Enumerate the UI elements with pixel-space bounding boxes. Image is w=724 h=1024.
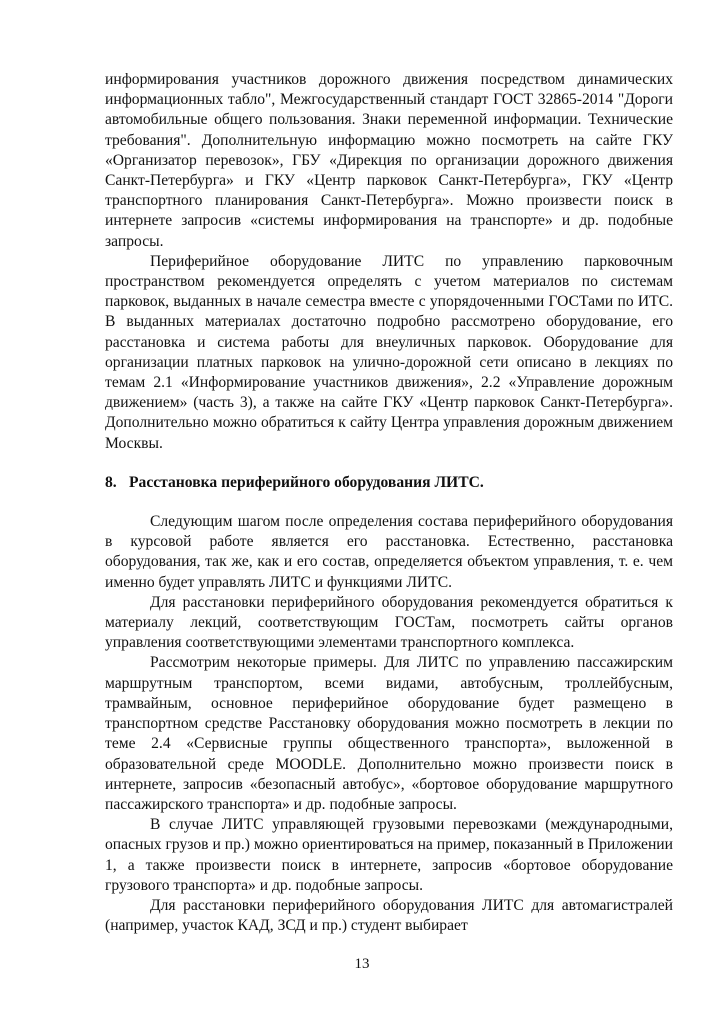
paragraph-next-step: Следующим шагом после определения состава периферийного оборудования в курсовой работе является его расстановка. Естественно, расстановка оборудования, так же, как и его состав, определяется объектом управления, т. е. чем именно будет управлять ЛИТС и функциями ЛИТС.	[105, 513, 673, 591]
paragraph-parking-equipment: Периферийное оборудование ЛИТС по управлению парковочным пространством рекомендуется определять с учетом материалов по системам парковок, выданных в начале семестра вместе с упорядоченными ГОСТами по ИТС. В выданных материалах достаточно подробно рассмотрено оборудование, его расстановка и система работы для внеуличных парковок. Оборудование для организации платных парковок на улично-дорожной сети описано в лекциях по темам 2.1 «Информирование участников движения», 2.2 «Управление дорожным движением» (часть 3), а также на сайте ГКУ «Центр парковок Санкт-Петербурга». Дополнительно можно обратиться к сайту Центра управления дорожным движением Москвы.	[105, 252, 673, 452]
section-title: Расстановка периферийного оборудования ЛИТС.	[129, 473, 484, 491]
paragraph-continuation: информирования участников дорожного движения посредством динамических информационных табло", Межгосударственный стандарт ГОСТ 32865-2014 "Дороги автомобильные общего пользования. Знаки переменной информации. Технические требования". Дополнительную информацию можно посмотреть на сайте ГКУ «Организатор перевозок», ГБУ «Дирекция по организации дорожного движения Санкт-Петербурга» и ГКУ «Центр парковок Санкт-Петербурга», ГКУ «Центр транспортного планирования Санкт-Петербурга». Можно произвести поиск в интернете запросив «системы информирования на транспорте» и др. подобные запросы.	[105, 71, 673, 250]
paragraph-highways: Для расстановки периферийного оборудования ЛИТС для автомагистралей (например, участок КАД, ЗСД и пр.) студент выбирает	[105, 896, 673, 935]
page-number: 13	[354, 956, 370, 972]
paragraph-freight-transport: В случае ЛИТС управляющей грузовыми перевозками (международными, опасных грузов и пр.) можно ориентироваться на пример, показанный в Приложении 1, а также произвести поиск в интернете, запросив «бортовое оборудование грузового транспорта» и др. подобные запросы.	[105, 816, 673, 894]
page-content	[105, 70, 673, 936]
section-heading	[105, 473, 673, 493]
paragraph-recommendation: Для расстановки периферийного оборудования рекомендуется обратиться к материалу лекций, соответствующим ГОСТам, посмотреть сайты органов управления соответствующими элементами транспортного комплекса.	[105, 593, 673, 652]
paragraph-passenger-transport: Рассмотрим некоторые примеры. Для ЛИТС по управлению пассажирским маршрутным транспортом, всеми видами, автобусным, троллейбусным, трамвайным, основное периферийное оборудование будет размещено в транспортном средстве Расстановку оборудования можно посмотреть в лекции по теме 2.4 «Сервисные группы общественного транспорта», выложенной в образовательной среде MOODLE. Дополнительно можно произвести поиск в интернете, запросив «безопасный автобус», «бортовое оборудование маршрутного пассажирского транспорта» и др. подобные запросы.	[105, 654, 673, 813]
section-number: 8.	[105, 473, 117, 491]
